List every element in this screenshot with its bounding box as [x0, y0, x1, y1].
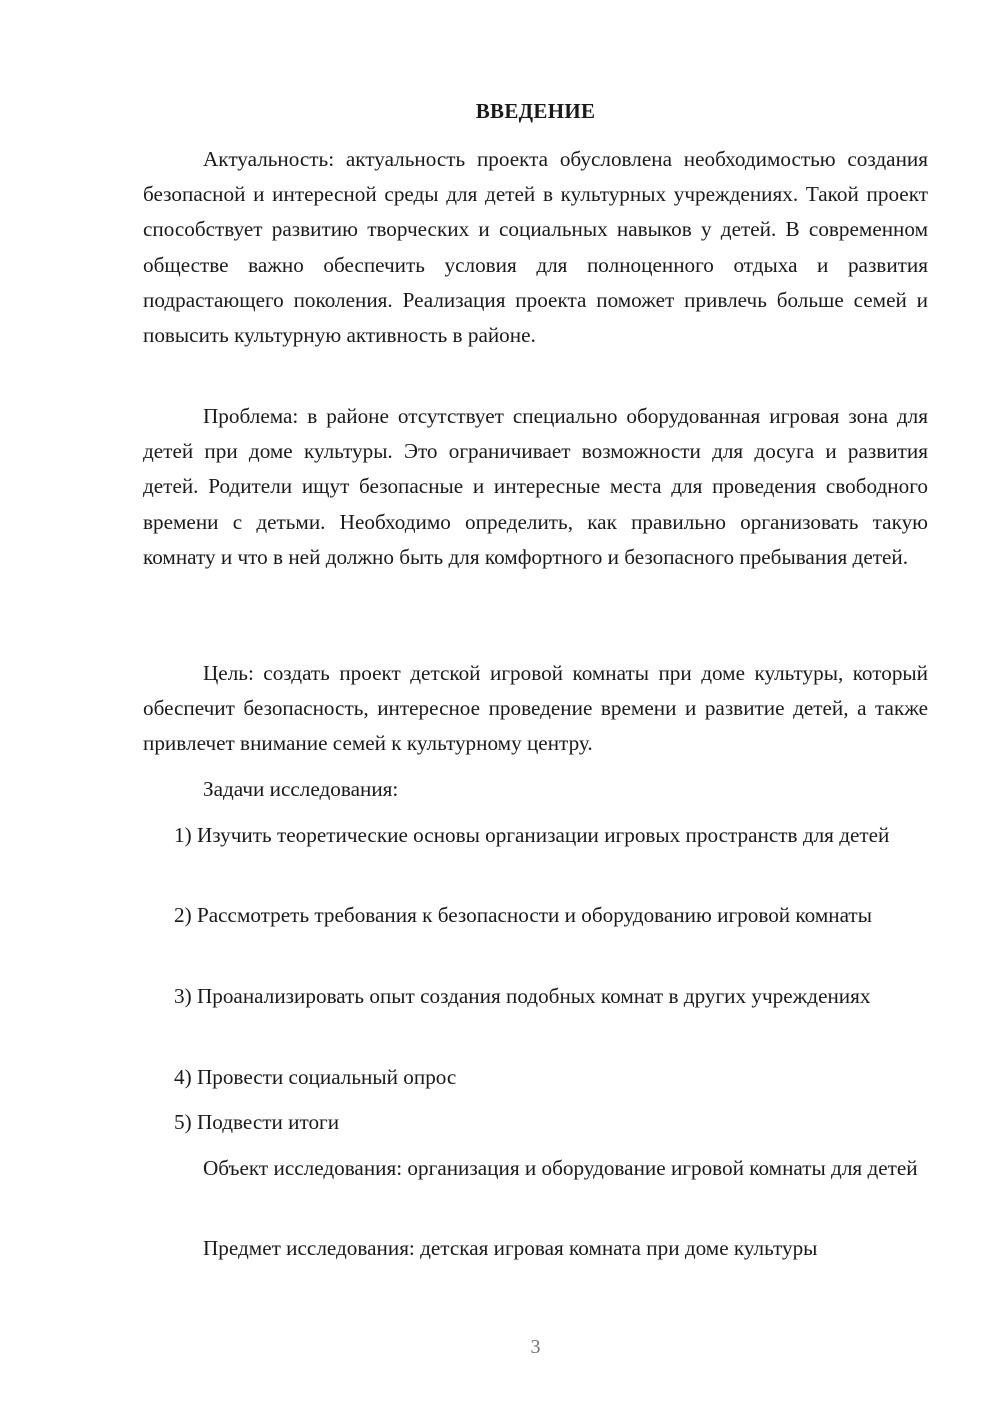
document-page: [143, 0, 928, 1414]
research-object: Объект исследования: организация и оборудование игровой комнаты для детей: [203, 1156, 918, 1180]
research-subject: Предмет исследования: детская игровая комната при доме культуры: [203, 1236, 818, 1260]
task-item-2: 2) Рассмотреть требования к безопасности и оборудованию игровой комнаты: [174, 903, 872, 927]
task-item-4: 4) Провести социальный опрос: [174, 1065, 457, 1089]
paragraph-goal: Цель: создать проект детской игровой комнаты при доме культуры, который обеспечит безопасность, интересное проведение времени и развитие детей, а также привлечет внимание семей к культурному центру.: [143, 661, 928, 756]
paragraph-problem: Проблема: в районе отсутствует специально оборудованная игровая зона для детей при доме культуры. Это ограничивает возможности для досуга и развития детей. Родители ищут безопасные и интересные места для проведения свободного времени с детьми. Необходимо определить, как правильно организовать такую комнату и что в ней должно быть для комфортного и безопасного пребывания детей.: [143, 404, 928, 569]
section-title: ВВЕДЕНИЕ: [475, 99, 596, 123]
task-item-3: 3) Проанализировать опыт создания подобных комнат в других учреждениях: [174, 984, 871, 1008]
task-item-1: 1) Изучить теоретические основы организации игровых пространств для детей: [174, 823, 890, 847]
paragraph-relevance: Актуальность: актуальность проекта обусловлена необходимостью создания безопасной и интересной среды для детей в культурных учреждениях. Такой проект способствует развитию творческих и социальных навыков у детей. В современном обществе важно обеспечить условия для полноценного отдыха и развития подрастающего поколения. Реализация проекта поможет привлечь больше семей и повысить культурную активность в районе.: [143, 147, 928, 348]
page-number: 3: [530, 1336, 541, 1358]
tasks-heading: Задачи исследования:: [203, 777, 399, 801]
task-item-5: 5) Подвести итоги: [174, 1110, 340, 1134]
